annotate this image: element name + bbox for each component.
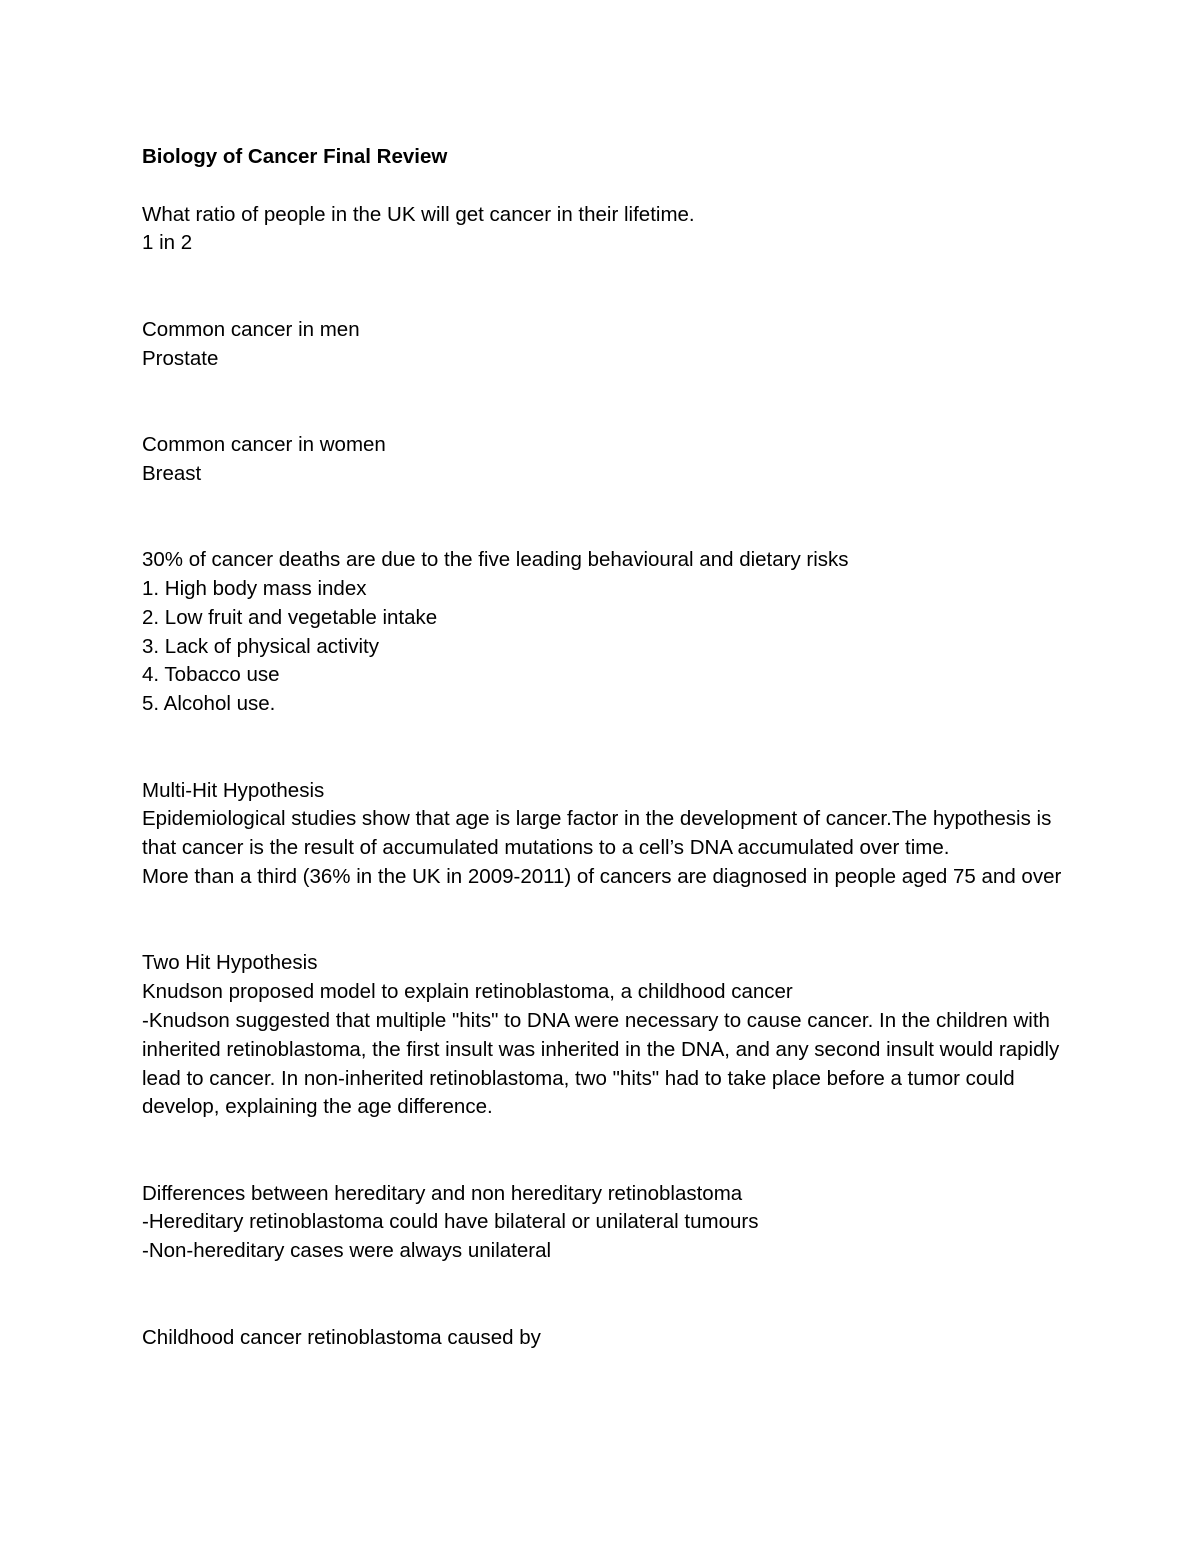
risk-factors-heading: 30% of cancer deaths are due to the five leading behavioural and dietary risks [142,548,849,572]
retinoblastoma-cause-heading: Childhood cancer retinoblastoma caused by [142,1325,541,1349]
question-common-cancer-men: Common cancer in men [142,317,360,341]
risk-factor-item: 4. Tobacco use [142,663,280,687]
risk-factor-item: 1. High body mass index [142,576,367,600]
retinoblastoma-difference-hereditary: -Hereditary retinoblastoma could have bilateral or unilateral tumours [142,1210,759,1234]
document-title: Biology of Cancer Final Review [142,145,448,168]
answer-common-cancer-women: Breast [142,461,202,485]
question-common-cancer-women: Common cancer in women [142,432,386,456]
retinoblastoma-differences-heading: Differences between hereditary and non hereditary retinoblastoma [142,1181,743,1205]
retinoblastoma-difference-non-hereditary: -Non-hereditary cases were always unilateral [142,1239,552,1263]
two-hit-line: Knudson proposed model to explain retinoblastoma, a childhood cancer [142,980,793,1004]
multi-hit-paragraph-1: Epidemiological studies show that age is large factor in the development of cancer.The hypothesis is that cancer is the result of accumulated mutations to a cell’s DNA accumulated over time. [142,807,1052,860]
risk-factor-item: 3. Lack of physical activity [142,634,379,658]
risk-factor-item: 2. Low fruit and vegetable intake [142,605,438,629]
two-hit-heading: Two Hit Hypothesis [142,951,318,975]
answer-uk-cancer-ratio: 1 in 2 [142,231,193,255]
document-body [142,143,1062,1352]
two-hit-paragraph: -Knudson suggested that multiple "hits" to DNA were necessary to cause cancer. In the children with inherited retinoblastoma, the first insult was inherited in the DNA, and any second insult would rapidly lead to cancer. In non-inherited retinoblastoma, two "hits" had to take place before a tumor could develop, explaining the age difference. [142,1008,1060,1119]
question-uk-cancer-ratio: What ratio of people in the UK will get cancer in their lifetime. [142,202,695,226]
multi-hit-paragraph-2: More than a third (36% in the UK in 2009-2011) of cancers are diagnosed in people aged 75 and over [142,864,1062,888]
risk-factor-item: 5. Alcohol use. [142,692,276,716]
answer-common-cancer-men: Prostate [142,346,219,370]
multi-hit-heading: Multi-Hit Hypothesis [142,778,325,802]
